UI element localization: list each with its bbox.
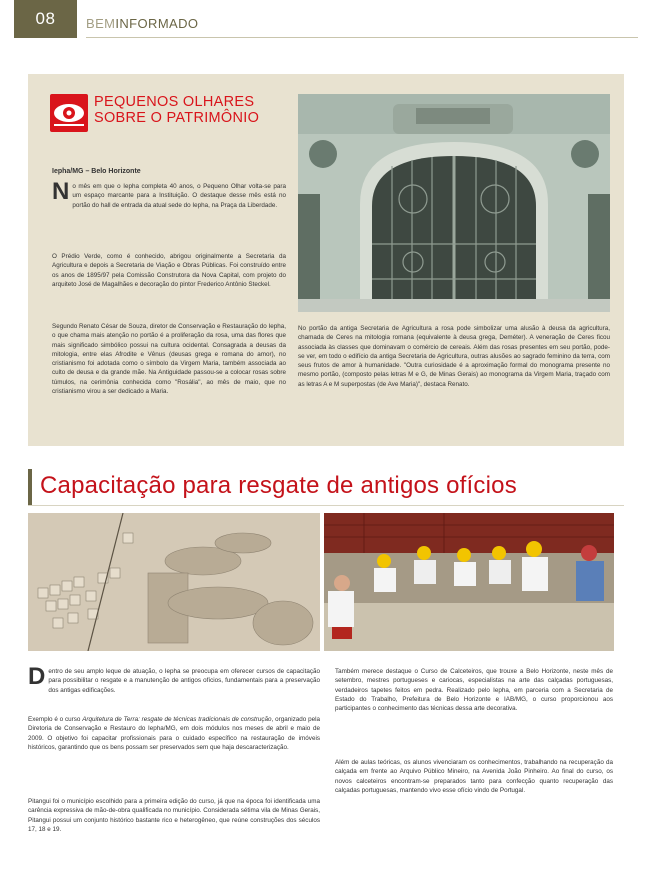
- article-paragraph-5: Além de aulas teóricas, os alunos vivenciaram os conhecimentos, trabalhando na recuperação da calçada em frente ao Arquivo Público Mineiro, na Avenida João Pinheiro. Ao final do curso, os novos calceteiros encontram-se preparados tanto para confecção quanto recuperação das calçadas portuguesas, mantendo vivo esse ofício vindo de Portugal.: [335, 759, 613, 794]
- article-p2-lead: Exemplo é o curso: [28, 716, 83, 723]
- feature-title: [94, 94, 259, 126]
- masthead-bold: INFORMADO: [115, 16, 199, 31]
- dropcap: N: [52, 178, 70, 205]
- feature-paragraph-3: Segundo Renato César de Souza, diretor de Conservação e Restauração do Iepha, o que chama mais atenção no portão é a proliferação da rosa, uma das flores que mais significado simbólico possui na cultura ocidental. Consagrada a deusas da mitologia, entre elas Afrodite e Vênus (deusas grega e romana do amor), no cristianismo foi adotada como o símbolo da Virgem Maria, também associada ao culto de deusa e da grande mãe. Na Antiguidade passou-se a colocar rosas sobre túmulos, na cerimônia conhecida como "Rosália", ao mês de maio, que no cristianismo virou a ser dedicado a Maria.: [52, 323, 286, 396]
- feature-title-line1: PEQUENOS OLHARES: [94, 94, 255, 110]
- masthead-thin: BEM: [86, 16, 116, 31]
- stone-pavement-photo: [28, 513, 320, 651]
- header-rule: [86, 37, 638, 38]
- article-dropcap: D: [28, 663, 46, 690]
- page-number: 08: [14, 0, 77, 38]
- article-p1-text: entro de seu amplo leque de atuação, o Iepha se preocupa em oferecer cursos de capacitação para possibilitar o resgate e a manutenção de antigos ofícios, fundamentais para a preservação dos antigas edificações.: [48, 668, 320, 694]
- feature-title-line2: SOBRE O PATRIMÔNIO: [94, 110, 260, 126]
- feature-paragraph-2: O Prédio Verde, como é conhecido, abrigou originalmente a Secretaria da Agricultura e depois a Secretaria de Viação e Obras Públicas. Foi construído entre os anos de 1895/97 pela Comissão Construtora da Nova Capital, com projeto do arquiteto José de Magalhães e decoração do pintor Frederico Antônio Steckel.: [52, 253, 286, 288]
- title-underline: [28, 505, 624, 506]
- feature-p1-text: o mês em que o Iepha completa 40 anos, o Pequeno Olhar volta-se para um espaço marcante para a Instituição. O destaque desse mês está no portão do hall de entrada da atual sede do Iepha, na Praça da Liberdade.: [72, 183, 286, 209]
- masthead: [86, 16, 198, 31]
- article-paragraph-4: Também merece destaque o Curso de Calceteiros, que trouxe a Belo Horizonte, neste mês de setembro, mestres portugueses e cariocas, especialistas na arte das calçadas portuguesas, verdadeiros tapetes feitos em pedra. Realizado pelo Iepha, em parceria com a Secretaria de Estado do Trabalho, Prefeitura de Belo Horizonte e IAB/MG, o curso proporcionou aos participantes o conhecimento das técnicas dessa arte decorativa.: [335, 668, 613, 713]
- course-name: Arquitetura de Terra: resgate de técnicas tradicionais de construção: [82, 716, 272, 723]
- location-label: Iepha/MG – Belo Horizonte: [52, 168, 141, 175]
- building-gate-photo: [298, 94, 610, 312]
- eye-logo-icon: [50, 94, 88, 132]
- article-p2-rest: , organizado pela Diretoria de Conservação e Restauro do Iepha/MG, em dois módulos nos meses de abril e maio de 2009. O objetivo foi capacitar profissionais para o cuidado específico na restauração de imóveis históricos, garantindo que os bens possam ser preservados sem que haja descaracterização.: [28, 716, 321, 751]
- article-title: Capacitação para resgate de antigos ofícios: [40, 472, 517, 499]
- feature-box: [28, 74, 624, 446]
- article-paragraph-2: [28, 715, 320, 752]
- article-paragraph-3: Pitangui foi o município escolhido para a primeira edição do curso, já que na época foi identificada uma carência expressiva de mão-de-obra qualificada no município. Considerada sétima vila de Minas Gerais, Pitangui possui um conjunto histórico bastante rico e heterogêneo, que reúne construções dos séculos 17, 18 e 19.: [28, 798, 320, 833]
- feature-paragraph-1: [52, 178, 286, 210]
- section-marker: [28, 469, 32, 505]
- article-paragraph-1: [28, 663, 320, 695]
- feature-paragraph-4: No portão da antiga Secretaria de Agricultura a rosa pode simbolizar uma alusão à deusa da agricultura, chamada de Ceres na mitologia romana (equivalente à deusa grega, Deméter). A veneração de Ceres ficou associada às classes que dominavam o comércio de cereais. Além das rosas presentes em seu portão, pode-se ver, em todo o edifício da antiga Secretaria de Agricultura, outras alusões ao sagrado feminino da terra, com seus frutos de amor à humanidade. "Outra curiosidade é a aproximação formal do monograma presente no mesmo portão, (composto pelas letras M e G, de Minas Gerais) ao monograma da Virgem Maria, traçado com as letras A e M superpostas (de Ave Maria)", destaca Renato.: [298, 325, 610, 388]
- workers-course-photo: [324, 513, 614, 651]
